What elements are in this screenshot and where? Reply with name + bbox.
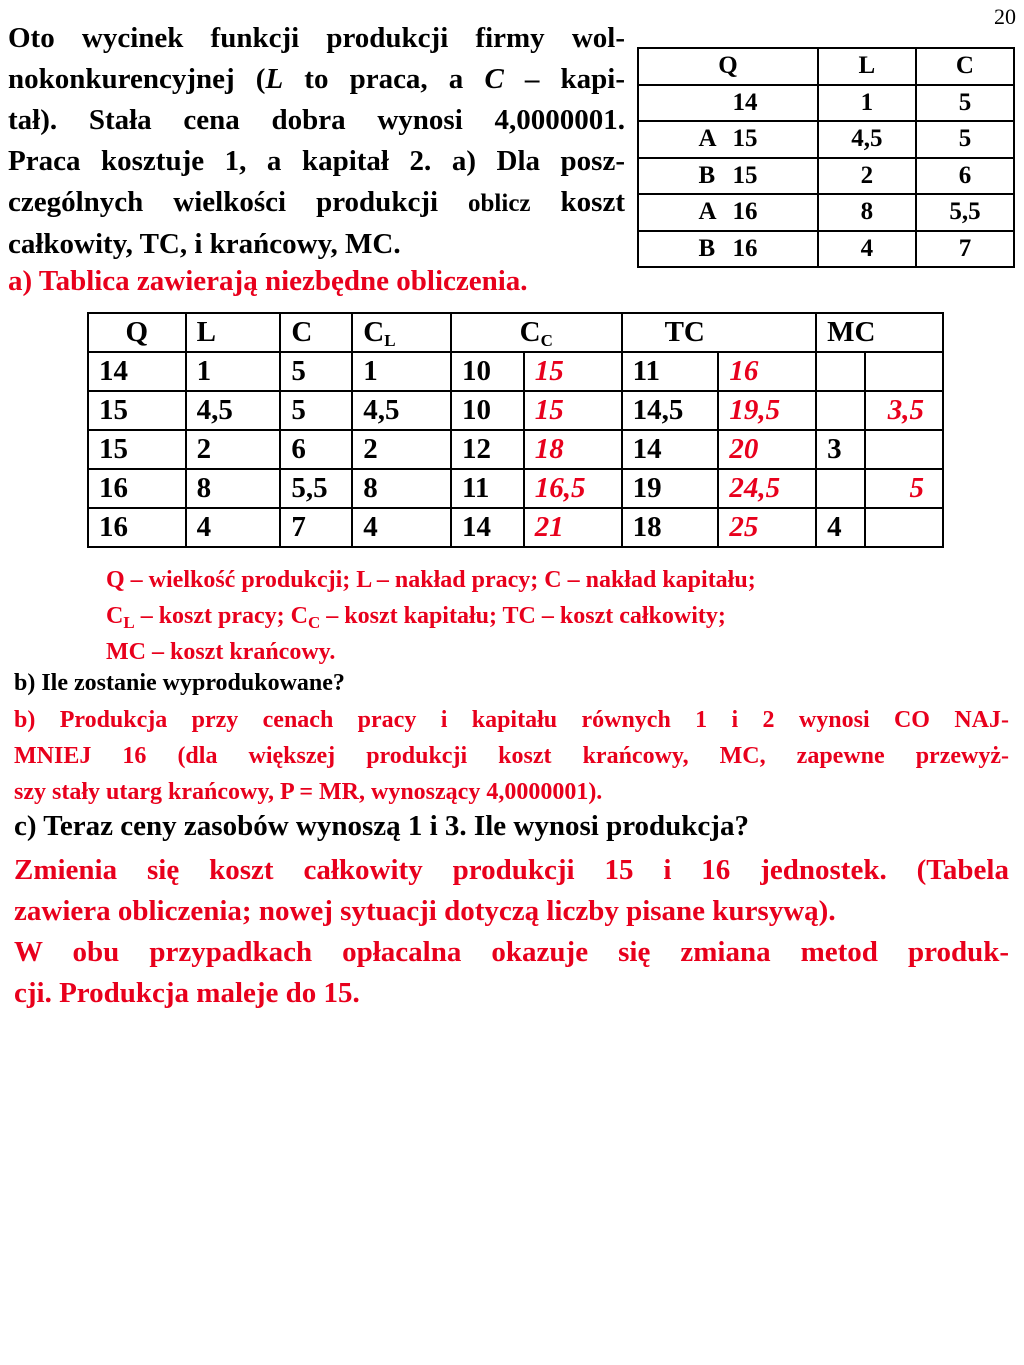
answer-c: [14, 850, 1009, 1014]
header-l: L: [818, 48, 916, 85]
method-label: A: [698, 125, 717, 153]
header-cc-symbol: C: [519, 316, 541, 348]
q-value: 14: [732, 88, 758, 116]
table-row: [638, 85, 1014, 122]
cell-l: 4: [186, 508, 281, 547]
cell-mc-new: 5: [865, 469, 943, 508]
answer-b-line-3: szy stały utarg krańcowy, P = MR, wynoszący 4,0000001).: [14, 779, 603, 805]
header-cl-symbol: C: [363, 316, 385, 348]
legend-line-2: [106, 598, 936, 634]
cell-c: 5,5: [280, 469, 352, 508]
cell-c: 7: [916, 231, 1014, 268]
cell-l: 8: [818, 194, 916, 231]
cell-c: 5,5: [916, 194, 1014, 231]
cell-q: [638, 231, 818, 268]
header-c: C: [916, 48, 1014, 85]
header-q: Q: [638, 48, 818, 85]
question-b: b) Ile zostanie wyprodukowane?: [14, 670, 345, 696]
cell-cc-new: 21: [524, 508, 622, 547]
legend-line-1: Q – wielkość produkcji; L – nakład pracy; C – nakład kapitału;: [106, 567, 756, 593]
cell-l: 1: [818, 85, 916, 122]
cell-c: 5: [916, 121, 1014, 158]
cell-mc-new: 3,5: [865, 391, 943, 430]
cell-mc: [816, 469, 865, 508]
intro-text: to praca, a: [283, 63, 485, 95]
cell-tc-new: 19,5: [718, 391, 816, 430]
problem-statement: [8, 18, 625, 265]
cell-tc: 14,5: [622, 391, 719, 430]
q-value: 16: [732, 198, 758, 226]
legend-subscript: C: [308, 613, 321, 632]
answer-b: [14, 702, 1009, 810]
cell-mc-new: [865, 430, 943, 469]
question-c: c) Teraz ceny zasobów wynoszą 1 i 3. Ile wynosi produkcja?: [14, 810, 749, 842]
intro-line-2: [8, 59, 625, 100]
intro-text: nokonkurencyjnej (: [8, 63, 266, 95]
header-q: Q: [88, 313, 186, 352]
cell-q: [638, 194, 818, 231]
cell-cl: 4,5: [352, 391, 451, 430]
cell-tc: 14: [622, 430, 719, 469]
cell-q: 16: [88, 469, 186, 508]
legend-subscript: L: [123, 613, 135, 632]
legend-text: C: [106, 603, 124, 629]
intro-line-1: Oto wycinek funkcji produkcji firmy wol-: [8, 22, 625, 54]
cell-cc: 10: [451, 391, 524, 430]
table-legend: [106, 562, 936, 670]
cell-q: 16: [88, 508, 186, 547]
cell-tc-new: 25: [718, 508, 816, 547]
cell-cc-new: 16,5: [524, 469, 622, 508]
cell-l: 4,5: [818, 121, 916, 158]
table-row: [638, 158, 1014, 195]
cell-cc: 10: [451, 352, 524, 391]
legend-text: – koszt kapitału; TC – koszt całkowity;: [320, 603, 726, 629]
intro-text: czególnych wielkości produkcji: [8, 186, 469, 218]
intro-symbol-l: L: [265, 63, 284, 95]
cell-l: 2: [818, 158, 916, 195]
intro-line-5: [8, 182, 625, 224]
intro-text: koszt: [530, 186, 625, 218]
cell-tc: 18: [622, 508, 719, 547]
q-value: 16: [732, 234, 758, 262]
legend-text: – koszt pracy; C: [134, 603, 308, 629]
header-cl: [352, 313, 451, 352]
intro-line-3: tał). Stała cena dobra wynosi 4,0000001.: [8, 104, 625, 136]
cell-c: 6: [280, 430, 352, 469]
table-row: [638, 231, 1014, 268]
cell-cl: 2: [352, 430, 451, 469]
cell-l: 2: [186, 430, 281, 469]
cell-c: 5: [916, 85, 1014, 122]
intro-symbol-c: C: [484, 63, 504, 95]
q-value: 15: [732, 161, 758, 189]
answer-c-line-3: W obu przypadkach opłacalna okazuje się zmiana metod produk-: [14, 936, 1009, 968]
answer-c-line-2: zawiera obliczenia; nowej sytuacji dotyczą liczby pisane kursywą).: [14, 895, 836, 927]
cell-cc-new: 18: [524, 430, 622, 469]
cell-mc: [816, 391, 865, 430]
page-number: 20: [994, 4, 1016, 29]
table-row: [88, 430, 943, 469]
cell-cc: 14: [451, 508, 524, 547]
production-function-table: [637, 47, 1015, 268]
cell-mc: 3: [816, 430, 865, 469]
intro-line-6: całkowity, TC, i krańcowy, MC.: [8, 228, 401, 260]
cell-c: 5: [280, 352, 352, 391]
cell-q: [638, 121, 818, 158]
cell-cc-new: 15: [524, 352, 622, 391]
cell-cc-new: 15: [524, 391, 622, 430]
cell-c: 7: [280, 508, 352, 547]
table-row: [88, 391, 943, 430]
cell-q: [638, 158, 818, 195]
table-row: [88, 469, 943, 508]
header-l: L: [186, 313, 281, 352]
answer-a: a) Tablica zawierają niezbędne obliczenia.: [8, 265, 528, 297]
header-cc-subscript: C: [540, 331, 553, 350]
cell-l: 4: [818, 231, 916, 268]
cell-q: 14: [88, 352, 186, 391]
cell-q: 15: [88, 391, 186, 430]
cost-calculation-table: [87, 312, 944, 548]
table-header-row: [88, 313, 943, 352]
header-c: C: [280, 313, 352, 352]
cell-mc-new: [865, 508, 943, 547]
cell-l: 8: [186, 469, 281, 508]
cell-tc-new: 24,5: [718, 469, 816, 508]
cell-cl: 8: [352, 469, 451, 508]
cell-mc: [816, 352, 865, 391]
cell-cl: 4: [352, 508, 451, 547]
header-cc: [451, 313, 622, 352]
table-row: [638, 121, 1014, 158]
cell-l: 1: [186, 352, 281, 391]
header-cl-subscript: L: [384, 331, 396, 350]
cell-l: 4,5: [186, 391, 281, 430]
table-row: [88, 508, 943, 547]
method-label: B: [698, 234, 716, 262]
cell-tc-new: 16: [718, 352, 816, 391]
cell-c: 5: [280, 391, 352, 430]
cell-tc: 19: [622, 469, 719, 508]
cell-c: 6: [916, 158, 1014, 195]
intro-text: oblicz: [468, 190, 531, 217]
table-row: [88, 352, 943, 391]
answer-b-line-1: b) Produkcja przy cenach pracy i kapitału równych 1 i 2 wynosi CO NAJ-: [14, 707, 1009, 733]
answer-b-line-2: MNIEJ 16 (dla większej produkcji koszt krańcowy, MC, zapewne przewyż-: [14, 743, 1009, 769]
cell-mc-new: [865, 352, 943, 391]
header-tc: TC: [622, 313, 817, 352]
intro-text: – kapi-: [503, 63, 625, 95]
table-row: [638, 194, 1014, 231]
answer-c-line-1: Zmienia się koszt całkowity produkcji 15 i 16 jednostek. (Tabela: [14, 854, 1009, 886]
cell-q: [638, 85, 818, 122]
table-header-row: [638, 48, 1014, 85]
legend-line-3: MC – koszt krańcowy.: [106, 639, 336, 665]
cell-cc: 12: [451, 430, 524, 469]
cell-cl: 1: [352, 352, 451, 391]
cell-tc: 11: [622, 352, 719, 391]
cell-mc: 4: [816, 508, 865, 547]
intro-line-4: Praca kosztuje 1, a kapitał 2. a) Dla posz-: [8, 145, 625, 177]
header-mc: MC: [816, 313, 943, 352]
cell-cc: 11: [451, 469, 524, 508]
answer-c-line-4: cji. Produkcja maleje do 15.: [14, 977, 360, 1009]
q-value: 15: [732, 125, 758, 153]
cell-tc-new: 20: [718, 430, 816, 469]
method-label: A: [698, 198, 717, 226]
cell-q: 15: [88, 430, 186, 469]
method-label: B: [698, 161, 716, 189]
